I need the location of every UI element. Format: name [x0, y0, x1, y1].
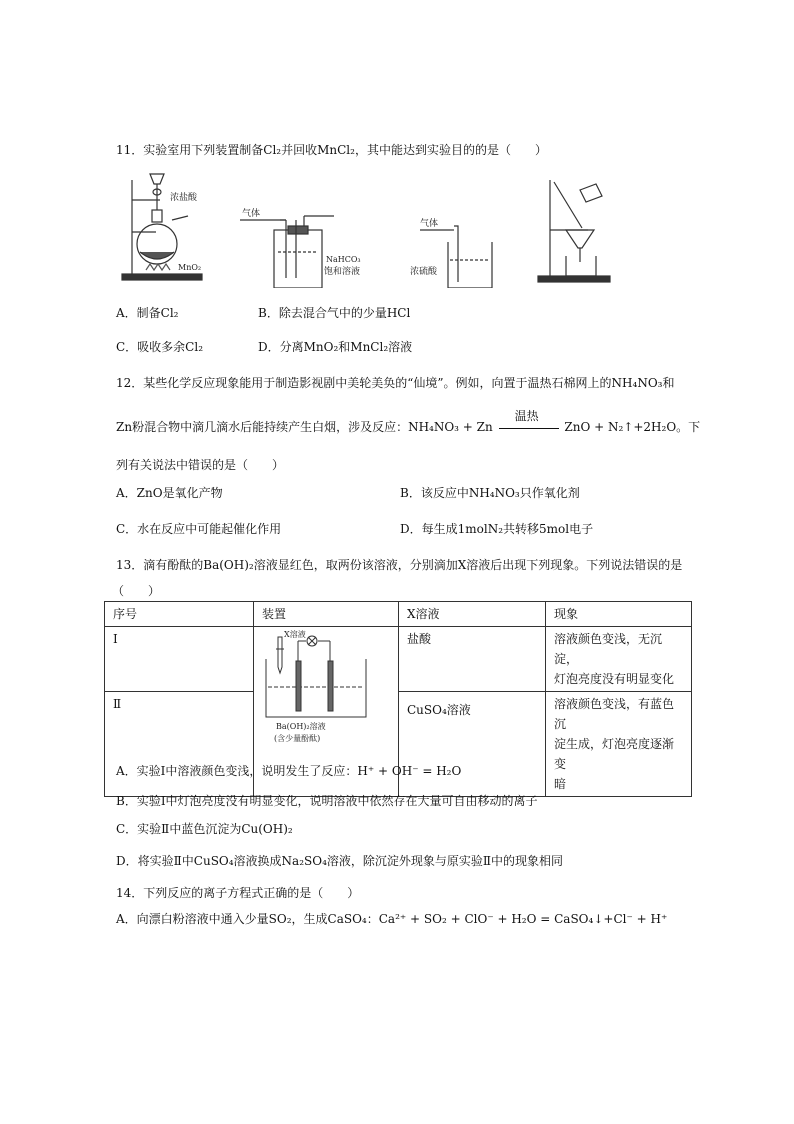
header-no: 序号 [105, 602, 254, 627]
q12-option-c: C．水在反应中可能起催化作用 [116, 522, 282, 536]
label-gas-c: 气体 [420, 219, 439, 229]
q11-apparatus-figures [120, 170, 680, 288]
header-x-solution: X溶液 [399, 602, 546, 627]
q13-option-a: A．实验Ⅰ中溶液颜色变浅，说明发生了反应：H⁺ + OH⁻ = H₂O [116, 764, 462, 778]
table-header-row [105, 602, 692, 627]
header-apparatus: 装置 [254, 602, 399, 627]
q12-reactants: Zn粉混合物中滴几滴水后能持续产生白烟，涉及反应：NH₄NO₃ + Zn [116, 420, 493, 434]
apparatus-diagram [256, 629, 380, 747]
label-conc-h2so4: 浓硫酸 [410, 267, 438, 277]
label-conc-hcl: 浓盐酸 [170, 193, 198, 203]
q11-stem: 11．实验室用下列装置制备Cl₂并回收MnCl₂，其中能达到实验目的的是（ ） [116, 143, 547, 157]
label-mno2: MnO₂ [178, 263, 202, 272]
q12-stem-line3: 列有关说法中错误的是（ ） [116, 458, 285, 472]
q12-option-d: D．每生成1molN₂共转移5mol电子 [400, 522, 594, 536]
row1-phenomenon [546, 627, 692, 692]
header-phenomenon: 现象 [546, 602, 692, 627]
label-gas-b: 气体 [242, 209, 261, 219]
row1-phen-line1: 溶液颜色变浅，无沉淀， [554, 632, 663, 666]
q11-option-b: B．除去混合气中的少量HCl [258, 306, 411, 320]
q12-option-b: B．该反应中NH₄NO₃只作氧化剂 [400, 486, 580, 500]
label-phenolphthalein: (含少量酚酞) [274, 734, 321, 743]
q11-option-d: D．分离MnO₂和MnCl₂溶液 [258, 340, 413, 354]
row2-phenomenon [546, 692, 692, 797]
q12-stem-line1: 12．某些化学反应现象能用于制造影视剧中美轮美奂的“仙境”。例如，向置于温热石棉网上的NH₄NO₃和 [116, 376, 675, 390]
q14-stem: 14．下列反应的离子方程式正确的是（ ） [116, 886, 360, 900]
q13-option-b: B．实验Ⅰ中灯泡亮度没有明显变化，说明溶液中依然存在大量可自由移动的离子 [116, 794, 538, 808]
row1-x: 盐酸 [399, 627, 546, 692]
q13-stem: 13．滴有酚酞的Ba(OH)₂溶液显红色，取两份该溶液，分别滴加X溶液后出现下列现象。下列说法错误的是 [116, 558, 683, 572]
row2-no: Ⅱ [105, 692, 254, 797]
reaction-condition: 温热 [514, 408, 539, 423]
q14-option-a: A．向漂白粉溶液中通入少量SO₂，生成CaSO₄：Ca²⁺ + SO₂ + ClO⁻ + H₂O = CaSO₄↓+Cl⁻ + H⁺ [116, 912, 668, 926]
stand-base [122, 274, 202, 280]
q13-option-c: C．实验Ⅱ中蓝色沉淀为Cu(OH)₂ [116, 822, 293, 836]
q11-option-c: C．吸收多余Cl₂ [116, 340, 204, 354]
label-saturated: 饱和溶液 [324, 267, 361, 277]
row2-phen-line3: 暗 [554, 777, 567, 791]
q12-option-a: A．ZnO是氧化产物 [116, 486, 223, 500]
q13-paren: （ ） [112, 584, 161, 598]
table-row [105, 627, 692, 692]
label-nahco3: NaHCO₃ [326, 255, 361, 264]
row2-phen-line1: 溶液颜色变浅，有蓝色沉 [554, 697, 675, 731]
label-baoh2: Ba(OH)₂溶液 [276, 722, 326, 731]
row2-phen-line2: 淀生成，灯泡亮度逐渐变 [554, 737, 675, 771]
q12-products: ZnO + N₂↑+2H₂O。下 [564, 420, 701, 434]
label-x-solution: X溶液 [284, 630, 306, 639]
q13-option-d: D．将实验Ⅱ中CuSO₄溶液换成Na₂SO₄溶液，除沉淀外现象与原实验Ⅱ中的现象相同 [116, 854, 564, 868]
reaction-arrow [497, 408, 561, 437]
q12-stem-line2 [116, 408, 701, 437]
q11-option-a: A．制备Cl₂ [116, 306, 179, 320]
row1-phen-line2: 灯泡亮度没有明显变化 [554, 672, 675, 686]
row2-x: CuSO₄溶液 [399, 692, 546, 797]
table-row [105, 692, 692, 797]
row1-no: Ⅰ [105, 627, 254, 692]
